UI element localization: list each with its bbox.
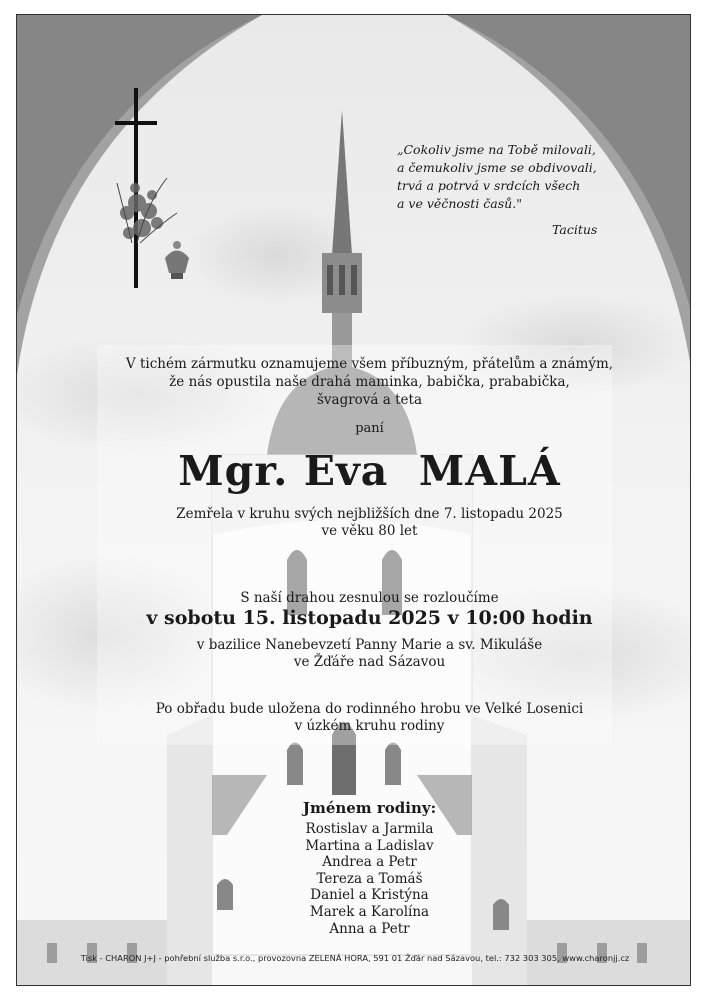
- family-member: Tereza a Tomáš: [316, 870, 423, 887]
- quote-author: Tacitus: [552, 222, 598, 237]
- family-member: Marek a Karolína: [309, 903, 430, 920]
- death-info: [97, 506, 642, 540]
- burial-line: v úzkém kruhu rodiny: [294, 718, 445, 734]
- quote-line: „Cokoliv jsme na Tobě milovali,: [397, 142, 596, 157]
- burial-info: [97, 701, 642, 735]
- quote-block: [397, 141, 637, 213]
- quote-line: a ve věčnosti časů.": [397, 196, 522, 211]
- family-member: Anna a Petr: [329, 920, 410, 937]
- family-member: Daniel a Kristýna: [310, 887, 429, 904]
- deceased-name: Mgr. Eva MALÁ: [178, 447, 561, 495]
- intro-line: švagrová a teta: [316, 392, 423, 408]
- quote-line: a čemukoliv jsme se obdivovali,: [397, 160, 597, 175]
- family-list: [97, 821, 642, 937]
- farewell-datetime: v sobotu 15. listopadu 2025 v 10:00 hodin: [146, 607, 593, 629]
- family-member: Andrea a Petr: [322, 854, 417, 871]
- notice-frame: [16, 14, 691, 986]
- family-member: Rostislav a Jarmila: [305, 821, 434, 837]
- place-line: ve Žďáře nad Sázavou: [293, 654, 446, 670]
- intro-line: že nás opustila naše drahá maminka, babička, prababička,: [169, 374, 570, 390]
- cross-flowers-icon: [107, 83, 207, 293]
- burial-line: Po obřadu bude uložena do rodinného hrobu ve Velké Losenici: [155, 701, 584, 717]
- farewell-intro: S naší drahou zesnulou se rozloučíme: [240, 590, 499, 606]
- salutation: paní: [355, 421, 384, 436]
- family-heading: Jménem rodiny:: [302, 799, 437, 817]
- print-footer: Tisk - CHARON J+J - pohřební služba s.r.o., provozovna ZELENÁ HORA, 591 01 Žďár nad Sázavou, tel.: 732 303 305, www.charonjj.cz: [80, 953, 630, 963]
- death-date-line: Zemřela v kruhu svých nejbližších dne 7. listopadu 2025: [176, 506, 563, 522]
- family-member: Martina a Ladislav: [305, 837, 434, 854]
- place-line: v bazilice Nanebevzetí Panny Marie a sv. Mikuláše: [196, 637, 543, 653]
- quote-line: trvá a potrvá v srdcích všech: [397, 178, 581, 193]
- age-line: ve věku 80 let: [321, 523, 418, 539]
- intro-line: V tichém zármutku oznamujeme všem příbuzným, přátelům a známým,: [125, 356, 614, 372]
- announcement-intro: [97, 355, 642, 409]
- farewell-place: [97, 637, 642, 671]
